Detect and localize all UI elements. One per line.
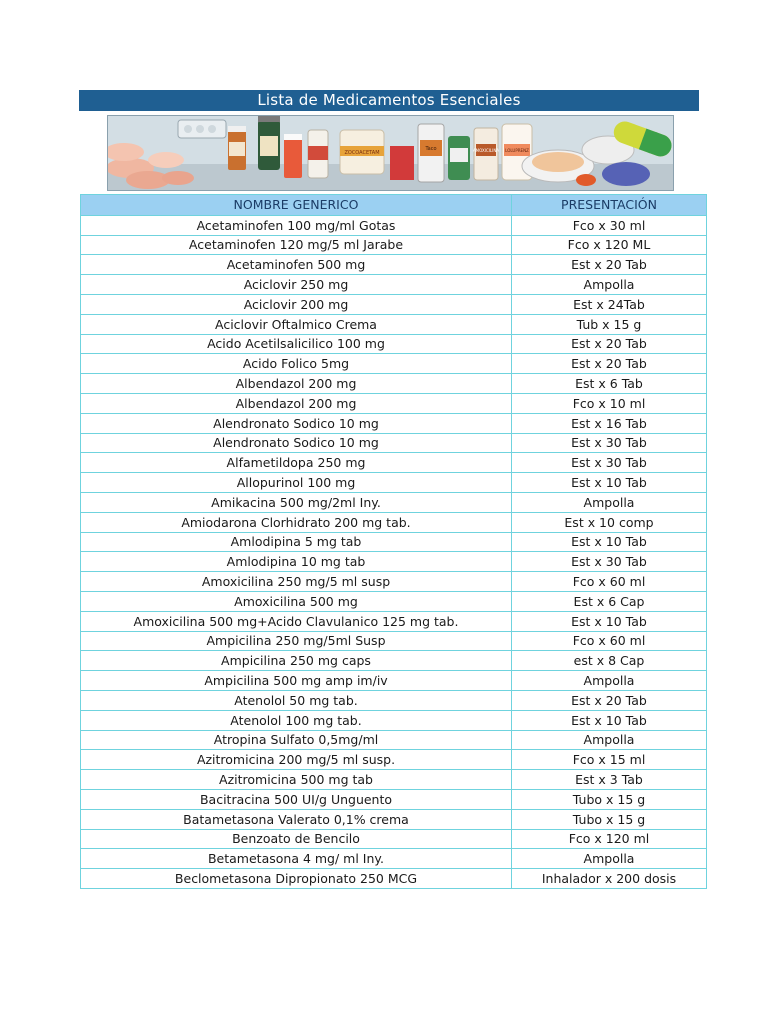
table-row xyxy=(81,334,707,354)
table-row xyxy=(81,869,707,889)
presentation-cell: Est x 6 Tab xyxy=(512,374,707,394)
generic-name-cell: Amoxicilina 250 mg/5 ml susp xyxy=(81,572,512,592)
generic-name-cell: Albendazol 200 mg xyxy=(81,374,512,394)
generic-name-cell: Azitromicina 500 mg tab xyxy=(81,770,512,790)
table-row xyxy=(81,374,707,394)
presentation-cell: Est x 30 Tab xyxy=(512,453,707,473)
table-header-row xyxy=(81,195,707,216)
column-header-presentation: PRESENTACIÓN xyxy=(512,195,707,216)
presentation-cell: Est x 20 Tab xyxy=(512,334,707,354)
generic-name-cell: Amoxicilina 500 mg+Acido Clavulanico 125 mg tab. xyxy=(81,611,512,631)
presentation-cell: Est x 10 Tab xyxy=(512,473,707,493)
table-row xyxy=(81,651,707,671)
table-row xyxy=(81,473,707,493)
generic-name-cell: Acido Acetilsalicilico 100 mg xyxy=(81,334,512,354)
generic-name-cell: Azitromicina 200 mg/5 ml susp. xyxy=(81,750,512,770)
presentation-cell: Ampolla xyxy=(512,671,707,691)
table-row xyxy=(81,552,707,572)
table-row xyxy=(81,710,707,730)
presentation-cell: Est x 10 Tab xyxy=(512,532,707,552)
presentation-cell: Est x 20 Tab xyxy=(512,255,707,275)
generic-name-cell: Alendronato Sodico 10 mg xyxy=(81,433,512,453)
banner-label-b: Taco xyxy=(425,146,437,152)
generic-name-cell: Amikacina 500 mg/2ml Iny. xyxy=(81,492,512,512)
presentation-cell: Est x 3 Tab xyxy=(512,770,707,790)
generic-name-cell: Batametasona Valerato 0,1% crema xyxy=(81,809,512,829)
generic-name-cell: Allopurinol 100 mg xyxy=(81,473,512,493)
table-row xyxy=(81,413,707,433)
table-row xyxy=(81,770,707,790)
table-row xyxy=(81,215,707,235)
presentation-cell: Est x 20 Tab xyxy=(512,690,707,710)
generic-name-cell: Amlodipina 10 mg tab xyxy=(81,552,512,572)
generic-name-cell: Amiodarona Clorhidrato 200 mg tab. xyxy=(81,512,512,532)
presentation-cell: Fco x 30 ml xyxy=(512,215,707,235)
generic-name-cell: Acido Folico 5mg xyxy=(81,354,512,374)
table-row xyxy=(81,255,707,275)
presentation-cell: Fco x 60 ml xyxy=(512,631,707,651)
presentation-cell: Tub x 15 g xyxy=(512,314,707,334)
generic-name-cell: Acetaminofen 120 mg/5 ml Jarabe xyxy=(81,235,512,255)
generic-name-cell: Atenolol 50 mg tab. xyxy=(81,690,512,710)
generic-name-cell: Aciclovir 250 mg xyxy=(81,275,512,295)
banner-label-d: LOLUPRENZ xyxy=(505,148,529,153)
presentation-cell: est x 8 Cap xyxy=(512,651,707,671)
generic-name-cell: Amoxicilina 500 mg xyxy=(81,591,512,611)
generic-name-cell: Ampicilina 250 mg/5ml Susp xyxy=(81,631,512,651)
table-row xyxy=(81,809,707,829)
banner-label-a: ZOCOACETAM xyxy=(344,150,380,156)
table-row xyxy=(81,750,707,770)
generic-name-cell: Benzoato de Bencilo xyxy=(81,829,512,849)
table-row xyxy=(81,849,707,869)
presentation-cell: Inhalador x 200 dosis xyxy=(512,869,707,889)
presentation-cell: Est x 16 Tab xyxy=(512,413,707,433)
table-row xyxy=(81,492,707,512)
generic-name-cell: Aciclovir 200 mg xyxy=(81,294,512,314)
medications-table xyxy=(80,194,707,889)
table-row xyxy=(81,829,707,849)
table-row xyxy=(81,591,707,611)
table-row xyxy=(81,690,707,710)
presentation-cell: Ampolla xyxy=(512,849,707,869)
presentation-cell: Tubo x 15 g xyxy=(512,789,707,809)
presentation-cell: Fco x 120 ML xyxy=(512,235,707,255)
presentation-cell: Est x 30 Tab xyxy=(512,433,707,453)
table-row xyxy=(81,532,707,552)
table-row xyxy=(81,631,707,651)
generic-name-cell: Amlodipina 5 mg tab xyxy=(81,532,512,552)
generic-name-cell: Atenolol 100 mg tab. xyxy=(81,710,512,730)
presentation-cell: Est x 24Tab xyxy=(512,294,707,314)
presentation-cell: Est x 10 Tab xyxy=(512,611,707,631)
presentation-cell: Fco x 10 ml xyxy=(512,393,707,413)
presentation-cell: Fco x 15 ml xyxy=(512,750,707,770)
presentation-cell: Ampolla xyxy=(512,730,707,750)
medications-banner-image xyxy=(107,115,674,191)
presentation-cell: Est x 30 Tab xyxy=(512,552,707,572)
presentation-cell: Est x 6 Cap xyxy=(512,591,707,611)
generic-name-cell: Aciclovir Oftalmico Crema xyxy=(81,314,512,334)
presentation-cell: Est x 20 Tab xyxy=(512,354,707,374)
generic-name-cell: Ampicilina 250 mg caps xyxy=(81,651,512,671)
presentation-cell: Ampolla xyxy=(512,275,707,295)
presentation-cell: Ampolla xyxy=(512,492,707,512)
table-row xyxy=(81,572,707,592)
generic-name-cell: Atropina Sulfato 0,5mg/ml xyxy=(81,730,512,750)
table-row xyxy=(81,512,707,532)
table-row xyxy=(81,433,707,453)
table-row xyxy=(81,275,707,295)
table-row xyxy=(81,294,707,314)
presentation-cell: Est x 10 comp xyxy=(512,512,707,532)
generic-name-cell: Albendazol 200 mg xyxy=(81,393,512,413)
table-row xyxy=(81,730,707,750)
table-row xyxy=(81,611,707,631)
generic-name-cell: Beclometasona Dipropionato 250 MCG xyxy=(81,869,512,889)
presentation-cell: Est x 10 Tab xyxy=(512,710,707,730)
generic-name-cell: Acetaminofen 100 mg/ml Gotas xyxy=(81,215,512,235)
table-row xyxy=(81,789,707,809)
generic-name-cell: Betametasona 4 mg/ ml Iny. xyxy=(81,849,512,869)
presentation-cell: Fco x 120 ml xyxy=(512,829,707,849)
presentation-cell: Fco x 60 ml xyxy=(512,572,707,592)
presentation-cell: Tubo x 15 g xyxy=(512,809,707,829)
column-header-generic-name: NOMBRE GENERICO xyxy=(81,195,512,216)
table-row xyxy=(81,314,707,334)
generic-name-cell: Acetaminofen 500 mg xyxy=(81,255,512,275)
table-row xyxy=(81,453,707,473)
page-title: Lista de Medicamentos Esenciales xyxy=(79,90,699,111)
table-row xyxy=(81,393,707,413)
generic-name-cell: Ampicilina 500 mg amp im/iv xyxy=(81,671,512,691)
table-row xyxy=(81,235,707,255)
table-row xyxy=(81,354,707,374)
generic-name-cell: Bacitracina 500 UI/g Unguento xyxy=(81,789,512,809)
generic-name-cell: Alfametildopa 250 mg xyxy=(81,453,512,473)
banner-label-c: AMOXICILINA xyxy=(472,148,500,153)
generic-name-cell: Alendronato Sodico 10 mg xyxy=(81,413,512,433)
table-row xyxy=(81,671,707,691)
